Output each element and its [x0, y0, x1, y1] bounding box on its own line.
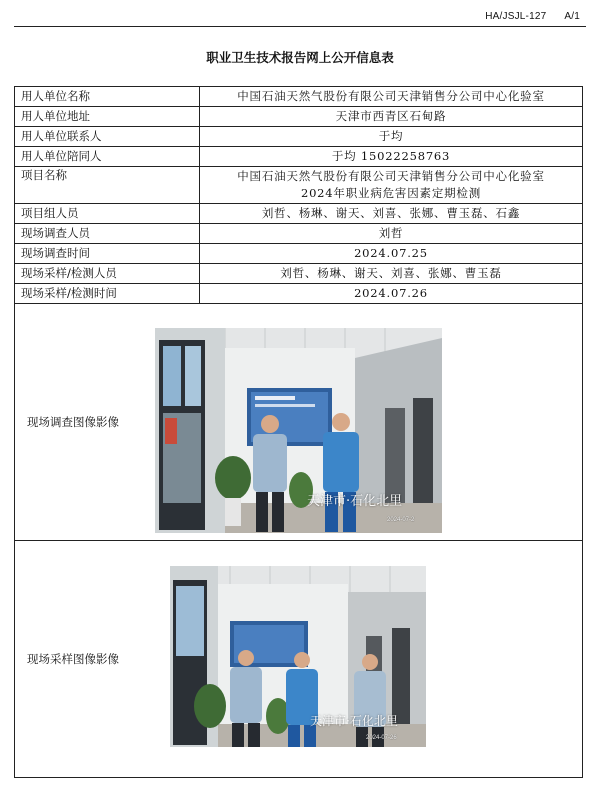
page-number: A/1	[564, 11, 580, 22]
row-label: 现场采样/检测人员	[15, 264, 200, 284]
table-row	[15, 127, 583, 147]
table-row	[15, 284, 583, 304]
table-row	[15, 244, 583, 264]
survey-photo-label: 现场调查图像影像	[27, 414, 119, 429]
row-label: 用人单位名称	[15, 87, 200, 107]
sampling-photo-cell	[15, 541, 583, 778]
survey-photo-row	[15, 304, 583, 541]
document-code	[485, 11, 580, 22]
row-label: 项目名称	[15, 167, 200, 204]
row-label: 用人单位联系人	[15, 127, 200, 147]
survey-photo-date: 2024-07-2	[387, 517, 415, 523]
doc-code-number: HA/JSJL-127	[485, 11, 547, 22]
row-value	[200, 167, 583, 204]
table-row	[15, 264, 583, 284]
table-row	[15, 147, 583, 167]
table-row	[15, 107, 583, 127]
row-label: 现场调查时间	[15, 244, 200, 264]
header-rule	[14, 26, 586, 27]
sampling-photo	[170, 566, 426, 747]
info-table	[14, 86, 583, 778]
row-value: 2024.07.26	[200, 284, 583, 304]
row-label: 现场调查人员	[15, 224, 200, 244]
table-row	[15, 167, 583, 204]
row-value: 刘哲、杨琳、谢天、刘喜、张娜、曹玉磊	[200, 264, 583, 284]
table-row	[15, 87, 583, 107]
row-label: 用人单位地址	[15, 107, 200, 127]
survey-photo	[155, 328, 442, 533]
survey-photo-watermark: 天津市·石化北里	[307, 494, 403, 509]
row-value: 刘哲、杨琳、谢天、刘喜、张娜、曹玉磊、石鑫	[200, 204, 583, 224]
project-name-line-2: 2024年职业病危害因素定期检测	[300, 186, 482, 200]
document-title: 职业卫生技术报告网上公开信息表	[206, 50, 394, 65]
table-row	[15, 204, 583, 224]
project-name-line-1: 中国石油天然气股份有限公司天津销售分公司中心化验室	[237, 169, 545, 183]
row-value: 刘哲	[200, 224, 583, 244]
sampling-photo-date: 2024-07-26	[366, 735, 397, 741]
row-value: 中国石油天然气股份有限公司天津销售分公司中心化验室	[200, 87, 583, 107]
table-row	[15, 224, 583, 244]
row-label: 用人单位陪同人	[15, 147, 200, 167]
sampling-photo-watermark: 天津市·石化北里	[310, 714, 398, 728]
sampling-photo-label: 现场采样图像影像	[27, 651, 119, 666]
sampling-photo-row	[15, 541, 583, 778]
row-value: 于均	[200, 127, 583, 147]
row-value: 天津市西青区石甸路	[200, 107, 583, 127]
survey-photo-cell	[15, 304, 583, 541]
row-value: 于均 15022258763	[200, 147, 583, 167]
row-label: 项目组人员	[15, 204, 200, 224]
row-label: 现场采样/检测时间	[15, 284, 200, 304]
row-value: 2024.07.25	[200, 244, 583, 264]
